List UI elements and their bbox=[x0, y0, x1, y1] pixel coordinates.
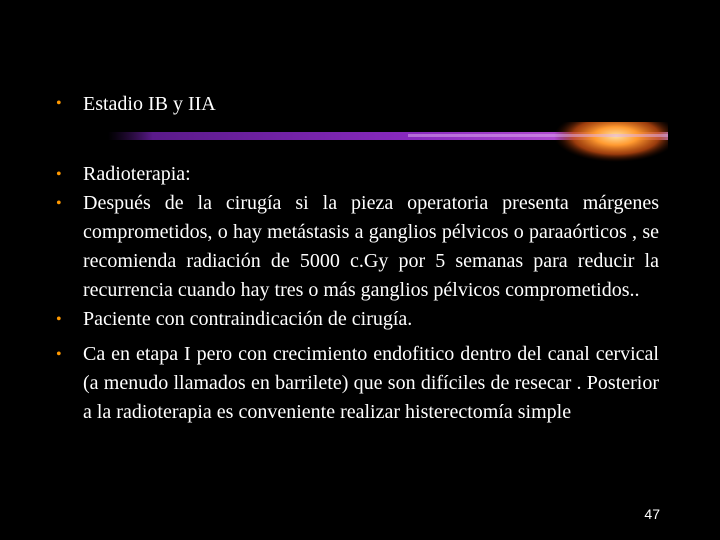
page-number: 47 bbox=[644, 506, 660, 522]
bullet-text: Paciente con contraindicación de cirugía. bbox=[83, 308, 413, 330]
bullet-item bbox=[56, 305, 659, 334]
bullet-icon: • bbox=[56, 346, 62, 363]
bullet-icon: • bbox=[56, 95, 62, 112]
bullet-icon: • bbox=[56, 311, 62, 328]
bullet-item bbox=[56, 340, 659, 427]
bullet-item bbox=[56, 189, 659, 305]
divider-bar bbox=[108, 132, 668, 140]
bullet-icon: • bbox=[56, 166, 62, 183]
divider-glow bbox=[554, 122, 668, 162]
divider-bar-highlight bbox=[408, 134, 668, 137]
bullet-list bbox=[56, 160, 659, 427]
bullet-text: Radioterapia: bbox=[83, 163, 191, 185]
bullet-icon: • bbox=[56, 195, 62, 212]
bullet-text: Ca en etapa I pero con crecimiento endofitico dentro del canal cervical (a menudo llamados en barrilete) que son difíciles de resecar . Posterior a la radioterapia es conveniente realizar histerectomía simple bbox=[83, 343, 659, 423]
bullet-item bbox=[56, 160, 659, 189]
bullet-text: Después de la cirugía si la pieza operatoria presenta márgenes comprometidos, o hay metástasis a ganglios pélvicos o paraaórticos , se recomienda radiación de 5000 c.Gy por 5 semanas para reducir la recurrencia cuando hay tres o más ganglios pélvicos comprometidos.. bbox=[83, 192, 659, 301]
slide-heading: Estadio IB y IIA bbox=[83, 93, 216, 115]
